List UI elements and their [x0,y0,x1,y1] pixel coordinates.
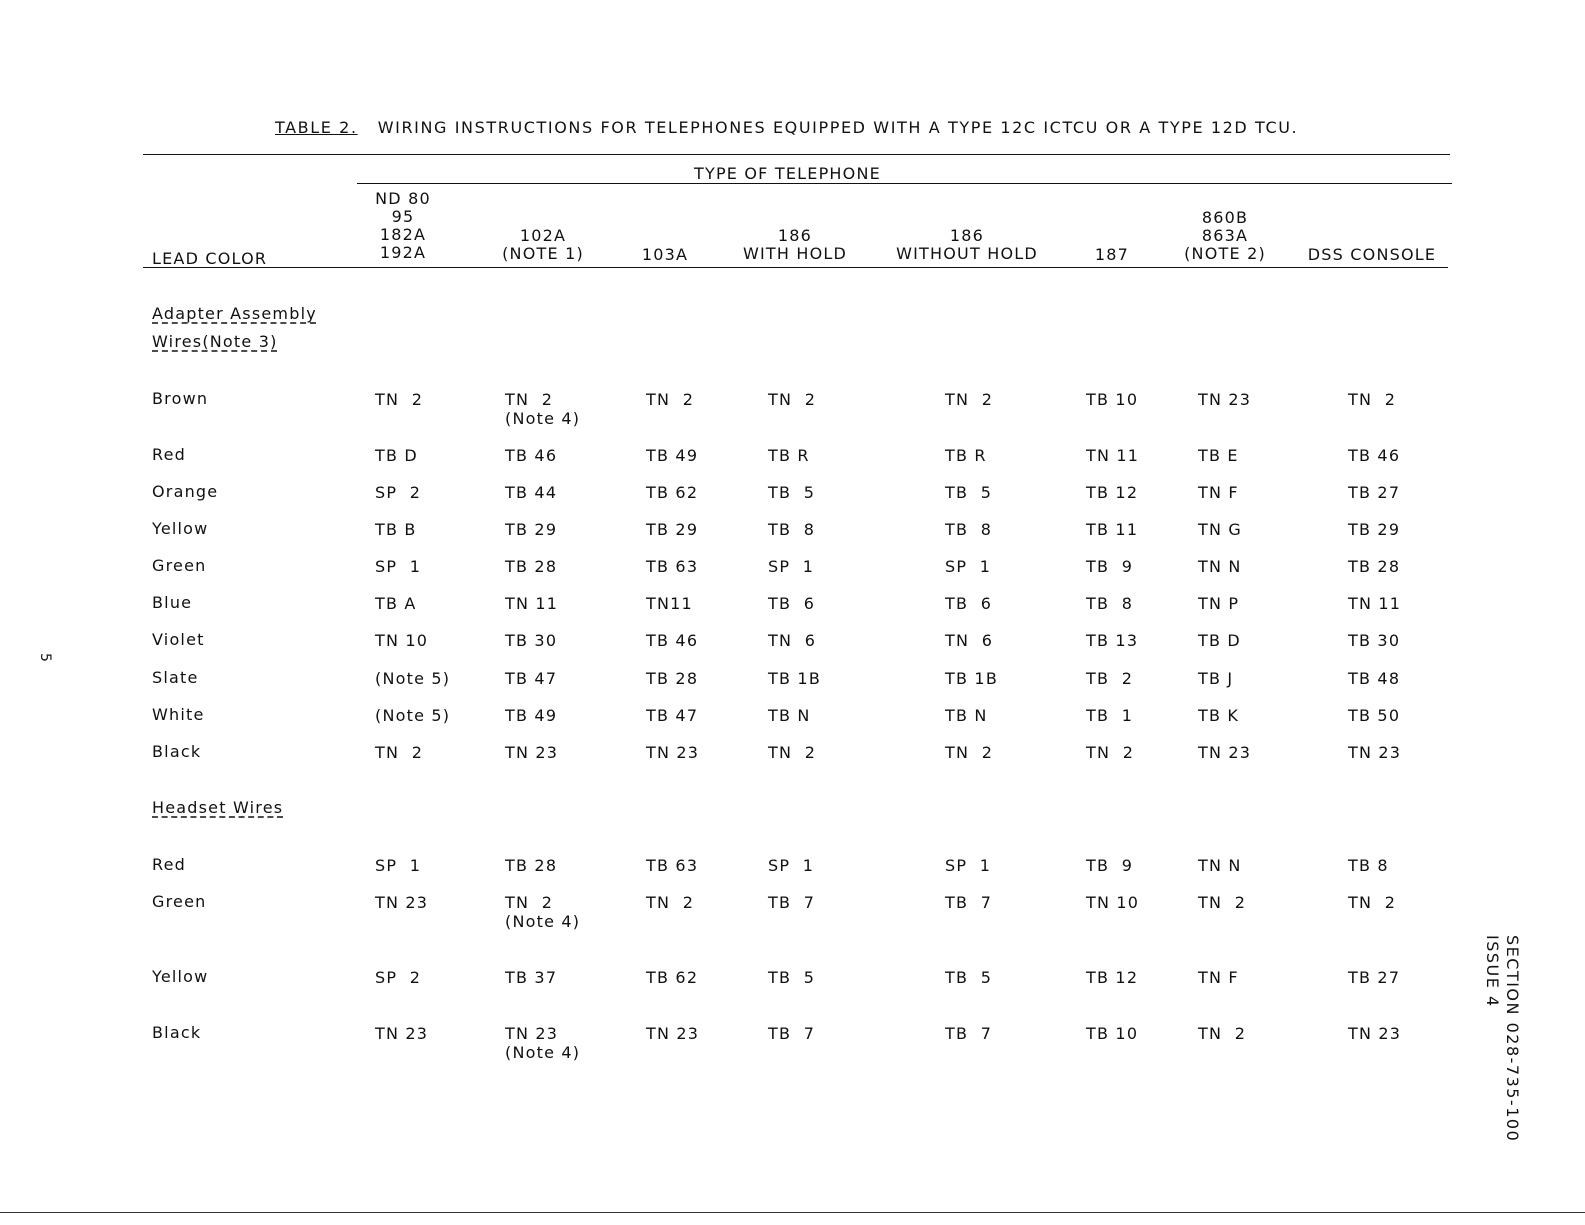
table-cell [1198,390,1251,409]
table-cell [1348,1024,1401,1043]
cell-line: TB 6 [768,594,816,613]
section-title [152,304,317,323]
cell-line: TN 23 [1198,390,1252,409]
lead-color-cell: Red [152,855,186,874]
bottom-rule [0,1212,1585,1213]
cell-line: TB 5 [945,968,993,987]
table-cell [1348,594,1401,613]
cell-line: TB 46 [646,631,699,650]
section-number: SECTION 028-735-100 [1503,935,1522,1143]
column-header-line: 103A [641,244,689,264]
table-cell [945,483,992,502]
cell-line: TB 30 [505,631,558,650]
cell-line: TB 5 [945,483,993,502]
cell-line: TN 11 [1086,446,1140,465]
section-title [152,332,278,351]
table-cell [1086,594,1133,613]
cell-line: TB 8 [1086,594,1134,613]
table-cell [768,669,821,688]
table-cell [1198,557,1242,576]
table-cell [1348,446,1400,465]
cell-line: TB D [375,446,418,465]
table-cell [768,631,816,650]
cell-line: TB R [945,446,987,465]
table-cell [1086,483,1138,502]
cell-line: TB 8 [1348,856,1389,875]
cell-line: SP 1 [768,557,815,576]
cell-line: TB 9 [1086,557,1134,576]
table-cell [646,856,698,875]
table-cell [768,520,815,539]
table-cell [768,893,815,912]
cell-line: TN P [1198,594,1240,613]
lead-color-cell: Orange [152,482,219,501]
table-cell [1198,669,1233,688]
table-cell [945,631,993,650]
cell-line: TB 37 [505,968,558,987]
table-cell [945,1024,992,1043]
column-header-line: (NOTE 2) [1184,243,1266,263]
cell-line: TB 1B [945,669,998,688]
cell-line: TB 2 [1086,669,1134,688]
column-header-line: 186 [777,226,813,245]
cell-line: TB 12 [1086,483,1139,502]
cell-line: TB 29 [646,520,699,539]
column-header [705,227,885,263]
header-rule [143,267,1448,268]
table-cell [505,743,558,762]
cell-line: TB 7 [768,1024,816,1043]
table-cell [1086,893,1139,912]
table-cell [646,743,699,762]
table-cell [1198,520,1242,539]
table-cell [1198,893,1246,912]
column-header-line: 860B [1201,207,1249,227]
lead-color-cell: Yellow [152,967,209,986]
cell-line: TN N [1198,557,1242,576]
column-header [1282,246,1462,264]
table-cell [646,669,698,688]
cell-line: TB K [1198,706,1240,725]
cell-line: (Note 4) [505,409,581,428]
cell-line: TB 13 [1086,631,1139,650]
cell-line: TN 2 [1198,893,1247,912]
table-cell [375,669,450,688]
table-cell [375,706,450,725]
table-cell [375,631,428,650]
table-cell [1086,1024,1138,1043]
cell-line: TB 28 [505,856,558,875]
table-cell [1348,520,1400,539]
table-cell [375,483,421,502]
cell-line: TB 7 [768,893,816,912]
table-cell [945,520,992,539]
cell-line: TB 10 [1086,390,1139,409]
table-cell [1198,856,1242,875]
cell-line: TB 30 [1348,631,1401,650]
cell-line: TB 5 [768,968,816,987]
table-cell [768,594,815,613]
table-cell [646,968,698,987]
cell-line: (Note 4) [505,1043,581,1062]
table-cell [1198,968,1239,987]
table-cell [1348,856,1389,875]
lead-color-cell: Blue [152,593,193,612]
cell-line: TB 49 [646,446,699,465]
table-cell [1348,743,1401,762]
cell-line: SP 1 [375,557,422,576]
table-title-text: WIRING INSTRUCTIONS FOR TELEPHONES EQUIPPED WITH A TYPE 12C ICTCU OR A TYPE 12D TCU. [377,118,1299,137]
table-cell [768,446,810,465]
table-cell [945,557,991,576]
cell-line: TB R [768,446,810,465]
cell-line: TB 11 [1086,520,1139,539]
column-header-line: 102A [519,226,567,245]
cell-line: TN G [1198,520,1243,539]
cell-line: TN11 [646,594,693,613]
cell-line: TB J [1198,669,1234,688]
cell-line: TB 47 [505,669,558,688]
cell-line: TB 29 [1348,520,1401,539]
cell-line: TN 23 [505,1024,559,1043]
cell-line: TB D [1198,631,1241,650]
top-rule [143,154,1450,155]
cell-line: TB 49 [505,706,558,725]
table-cell [1348,631,1400,650]
cell-line: SP 1 [768,856,815,875]
table-cell [375,520,417,539]
table-cell [768,557,814,576]
table-cell [646,446,698,465]
table-cell [375,557,421,576]
cell-line: TB 10 [1086,1024,1139,1043]
cell-line: TN 23 [646,743,700,762]
table-cell [505,893,580,931]
section-title-text: Adapter Assembly [152,304,317,323]
group-header: TYPE OF TELEPHONE [694,164,881,183]
table-cell [375,893,428,912]
table-cell [646,557,698,576]
table-cell [505,483,557,502]
cell-line: TN 23 [375,893,429,912]
cell-line: TB E [1198,446,1239,465]
cell-line: TB B [375,520,417,539]
cell-line: TB 6 [945,594,993,613]
table-cell [1198,743,1251,762]
table-label: TABLE 2. [275,118,358,137]
column-header-line: 187 [1094,244,1130,264]
table-cell [505,669,557,688]
cell-line: TN 2 [505,893,554,912]
cell-line: TB 7 [945,893,993,912]
table-cell [375,446,418,465]
table-cell [375,594,417,613]
table-cell [1348,483,1400,502]
cell-line: TN 23 [375,1024,429,1043]
group-rule [357,183,1452,184]
table-title [275,118,1298,137]
cell-line: TB 44 [505,483,558,502]
section-title [152,798,283,817]
table-cell [1086,446,1139,465]
cell-line: TB 50 [1348,706,1401,725]
table-cell [505,706,557,725]
lead-color-cell: Violet [152,630,205,649]
column-header-line: WITHOUT HOLD [896,244,1038,263]
table-cell [646,594,693,613]
cell-line: TB 9 [1086,856,1134,875]
column-header-line: 182A [379,225,427,244]
lead-color-cell: Green [152,892,207,911]
cell-line: TB 8 [768,520,816,539]
cell-line: TB 7 [945,1024,993,1043]
cell-line: TN 2 [1198,1024,1247,1043]
cell-line: TN 2 [1348,893,1397,912]
cell-line: (Note 5) [375,669,451,688]
table-cell [1086,856,1133,875]
cell-line: TN 10 [1086,893,1140,912]
column-header-line: 95 [391,207,415,226]
cell-line: SP 2 [375,968,422,987]
cell-line: TN 2 [945,390,994,409]
cell-line: TN 2 [375,390,424,409]
table-cell [375,1024,428,1043]
cell-line: TN 23 [646,1024,700,1043]
lead-color-cell: Black [152,1023,202,1042]
cell-line: TN 2 [646,390,695,409]
lead-color-cell: Yellow [152,519,209,538]
lead-color-header: LEAD COLOR [152,249,268,268]
cell-line: TN 2 [1086,743,1135,762]
table-cell [945,856,991,875]
cell-line: TB 28 [505,557,558,576]
cell-line: TN N [1198,856,1242,875]
table-cell [646,520,698,539]
table-cell [945,594,992,613]
lead-color-cell: Brown [152,389,209,408]
cell-line: TB 28 [646,669,699,688]
cell-line: TB N [768,706,811,725]
cell-line: TB A [375,594,417,613]
cell-line: TN 10 [375,631,429,650]
table-cell [505,1024,580,1062]
table-cell [1198,1024,1246,1043]
table-cell [1348,706,1400,725]
cell-line: TB 63 [646,856,699,875]
cell-line: (Note 4) [505,912,581,931]
table-cell [375,743,423,762]
cell-line: TN 23 [1198,743,1252,762]
table-cell [505,390,580,428]
page-number: 5 [37,652,54,664]
cell-line: TN 2 [768,743,817,762]
cell-line: TN 23 [1348,1024,1402,1043]
table-cell [646,390,694,409]
table-cell [768,968,815,987]
cell-line: TN 2 [375,743,424,762]
table-cell [768,743,816,762]
cell-line: TN 2 [945,743,994,762]
cell-line: (Note 5) [375,706,451,725]
cell-line: TB 12 [1086,968,1139,987]
cell-line: SP 1 [945,557,992,576]
table-cell [768,390,816,409]
table-cell [1348,968,1400,987]
table-cell [945,893,992,912]
cell-line: TB 62 [646,968,699,987]
cell-line: SP 1 [945,856,992,875]
lead-color-cell: Red [152,445,186,464]
section-title-text: Wires(Note 3) [152,332,278,351]
table-cell [505,594,558,613]
table-cell [1086,390,1138,409]
cell-line: TB 27 [1348,968,1401,987]
column-header-line: 186 [949,226,985,245]
table-cell [1198,483,1239,502]
cell-line: TN 23 [1348,743,1402,762]
table-cell [1348,557,1400,576]
cell-line: TB 28 [1348,557,1401,576]
table-cell [646,706,698,725]
column-header-line: 863A [1201,225,1249,245]
cell-line: TB 48 [1348,669,1401,688]
cell-line: TB 62 [646,483,699,502]
cell-line: TN 2 [1348,390,1397,409]
table-cell [1086,706,1133,725]
column-header-line: (NOTE 1) [502,244,584,263]
table-cell [1348,893,1396,912]
cell-line: TB 46 [505,446,558,465]
cell-line: TB 29 [505,520,558,539]
table-cell [505,968,557,987]
cell-line: TB 8 [945,520,993,539]
table-cell [945,706,988,725]
table-cell [646,1024,699,1043]
lead-color-cell: Black [152,742,202,761]
column-header-line: WITH HOLD [742,244,848,263]
table-cell [646,483,698,502]
table-cell [646,631,698,650]
lead-color-cell: Green [152,556,207,575]
table-cell [1086,557,1133,576]
lead-color-cell: White [152,705,205,724]
issue-number: ISSUE 4 [1483,935,1502,1008]
table-cell [505,520,557,539]
section-issue-label [1482,935,1522,1142]
table-cell [768,706,811,725]
cell-line: TN F [1198,968,1239,987]
table-cell [1086,631,1138,650]
section-title-text: Headset Wires [152,798,284,817]
table-cell [1086,669,1133,688]
cell-line: TB 46 [1348,446,1401,465]
column-header-line: ND 80 [375,189,431,208]
cell-line: SP 2 [375,483,422,502]
cell-line: TB 5 [768,483,816,502]
table-cell [945,669,998,688]
table-cell [375,968,421,987]
cell-line: TN 2 [768,390,817,409]
table-cell [768,1024,815,1043]
column-header-line: DSS CONSOLE [1307,244,1437,264]
table-cell [1348,390,1396,409]
cell-line: TN 2 [505,390,554,409]
cell-line: TB 1 [1086,706,1134,725]
cell-line: TB 27 [1348,483,1401,502]
cell-line: TB 1B [768,669,821,688]
table-cell [375,390,423,409]
cell-line: TB 47 [646,706,699,725]
table-cell [768,483,815,502]
table-cell [505,856,557,875]
table-cell [1086,968,1138,987]
cell-line: TN 6 [945,631,994,650]
cell-line: TN F [1198,483,1239,502]
cell-line: TB N [945,706,988,725]
cell-line: SP 1 [375,856,422,875]
table-cell [646,893,694,912]
cell-line: TN 11 [1348,594,1402,613]
table-cell [768,856,814,875]
lead-color-cell: Slate [152,668,199,687]
table-cell [1086,743,1134,762]
cell-line: TN 2 [646,893,695,912]
table-cell [945,968,992,987]
table-cell [945,390,993,409]
table-cell [505,557,557,576]
table-cell [505,631,557,650]
table-cell [375,856,421,875]
table-cell [1198,706,1239,725]
table-cell [1198,594,1239,613]
table-cell [1198,631,1241,650]
table-cell [945,446,987,465]
cell-line: TB 63 [646,557,699,576]
column-header-line: 192A [379,243,427,262]
table-cell [1086,520,1138,539]
cell-line: TN 6 [768,631,817,650]
table-cell [945,743,993,762]
cell-line: TN 11 [505,594,559,613]
cell-line: TN 23 [505,743,559,762]
table-cell [1198,446,1239,465]
table-cell [505,446,557,465]
table-cell [1348,669,1400,688]
